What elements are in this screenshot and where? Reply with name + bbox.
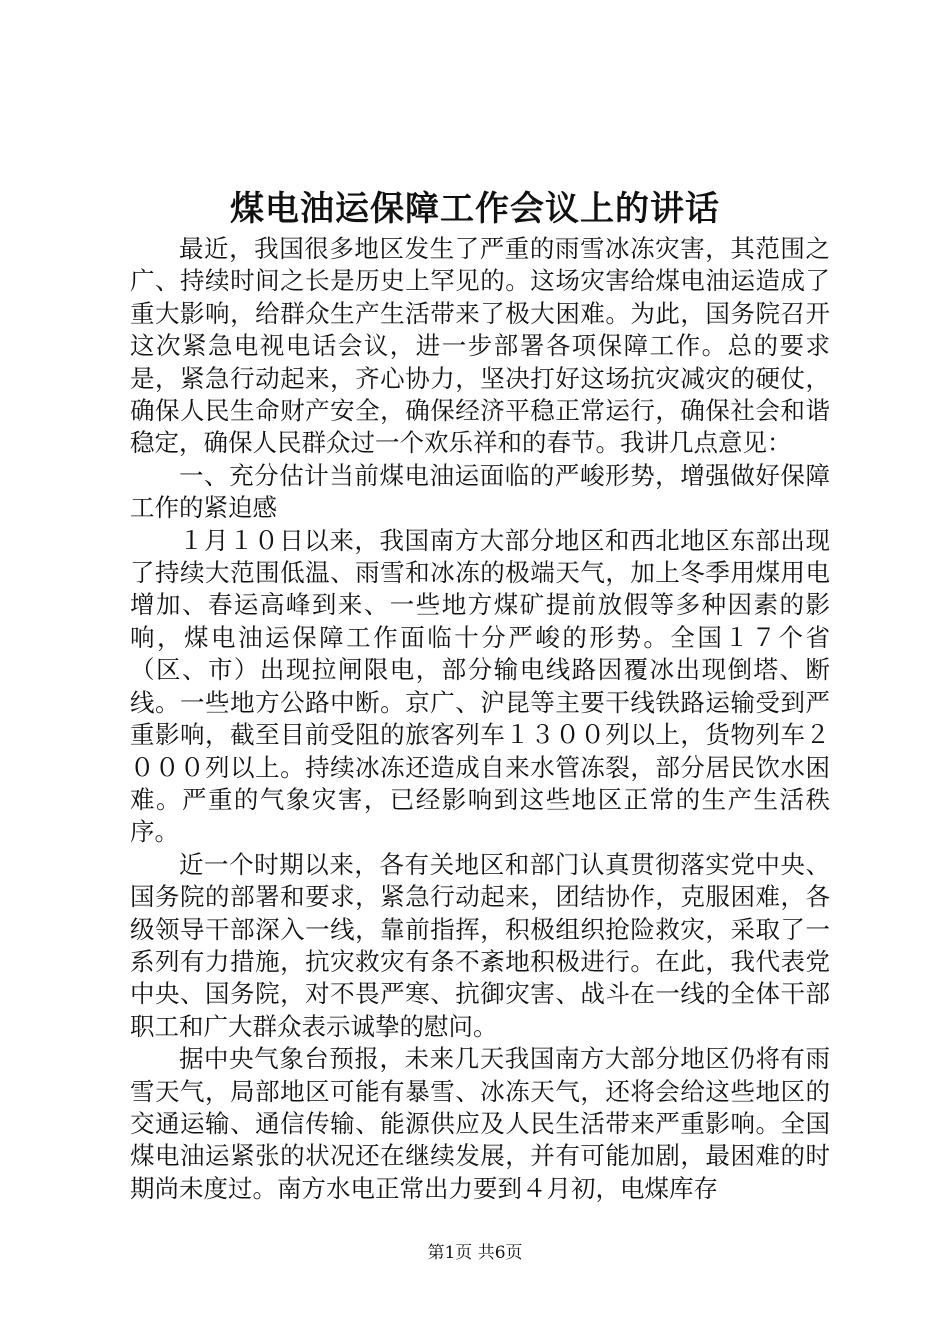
section-heading-1: 一、充分估计当前煤电油运面临的严峻形势，增强做好保障工作的紧迫感 (130, 460, 830, 523)
document-title: 煤电油运保障工作会议上的讲话 (230, 189, 720, 229)
page-number-footer: 第1页 共6页 (427, 1243, 523, 1263)
paragraph-response: 近一个时期以来，各有关地区和部门认真贯彻落实党中央、国务院的部署和要求，紧急行动起来，团结协作，克服困难，各级领导干部深入一线，靠前指挥，积极组织抢险救灾，采取了一系列有力措施，抗灾救灾有条不紊地积极进行。在此，我代表党中央、国务院，对不畏严寒、抗御灾害、战斗在一线的全体干部职工和广大群众表示诚挚的慰问。 (130, 849, 830, 1041)
paragraph-situation: １月１０日以来，我国南方大部分地区和西北地区东部出现了持续大范围低温、雨雪和冰冻的极端天气，加上冬季用煤用电增加、春运高峰到来、一些地方煤矿提前放假等多种因素的影响，煤电油运保障工作面临十分严峻的形势。全国１７个省（区、市）出现拉闸限电，部分输电线路因覆冰出现倒塔、断线。一些地方公路中断。京广、沪昆等主要干线铁路运输受到严重影响，截至目前受阻的旅客列车１３００列以上，货物列车２０００列以上。持续冰冻还造成自来水管冻裂，部分居民饮水困难。严重的气象灾害，已经影响到这些地区正常的生产生活秩序。 (130, 525, 830, 847)
document-body (130, 233, 830, 1205)
paragraph-forecast: 据中央气象台预报，未来几天我国南方大部分地区仍将有雨雪天气，局部地区可能有暴雪、冰冻天气，还将会给这些地区的交通运输、通信传输、能源供应及人民生活带来严重影响。全国煤电油运紧张的状况还在继续发展，并有可能加剧，最困难的时期尚未度过。南方水电正常出力要到４月初，电煤库存 (130, 1044, 830, 1203)
paragraph-intro: 最近，我国很多地区发生了严重的雨雪冰冻灾害，其范围之广、持续时间之长是历史上罕见的。这场灾害给煤电油运造成了重大影响，给群众生产生活带来了极大困难。为此，国务院召开这次紧急电视电话会议，进一步部署各项保障工作。总的要求是，紧急行动起来，齐心协力，坚决打好这场抗灾减灾的硬仗，确保人民生命财产安全，确保经济平稳正常运行，确保社会和谐稳定，确保人民群众过一个欢乐祥和的春节。我讲几点意见： (130, 234, 830, 458)
